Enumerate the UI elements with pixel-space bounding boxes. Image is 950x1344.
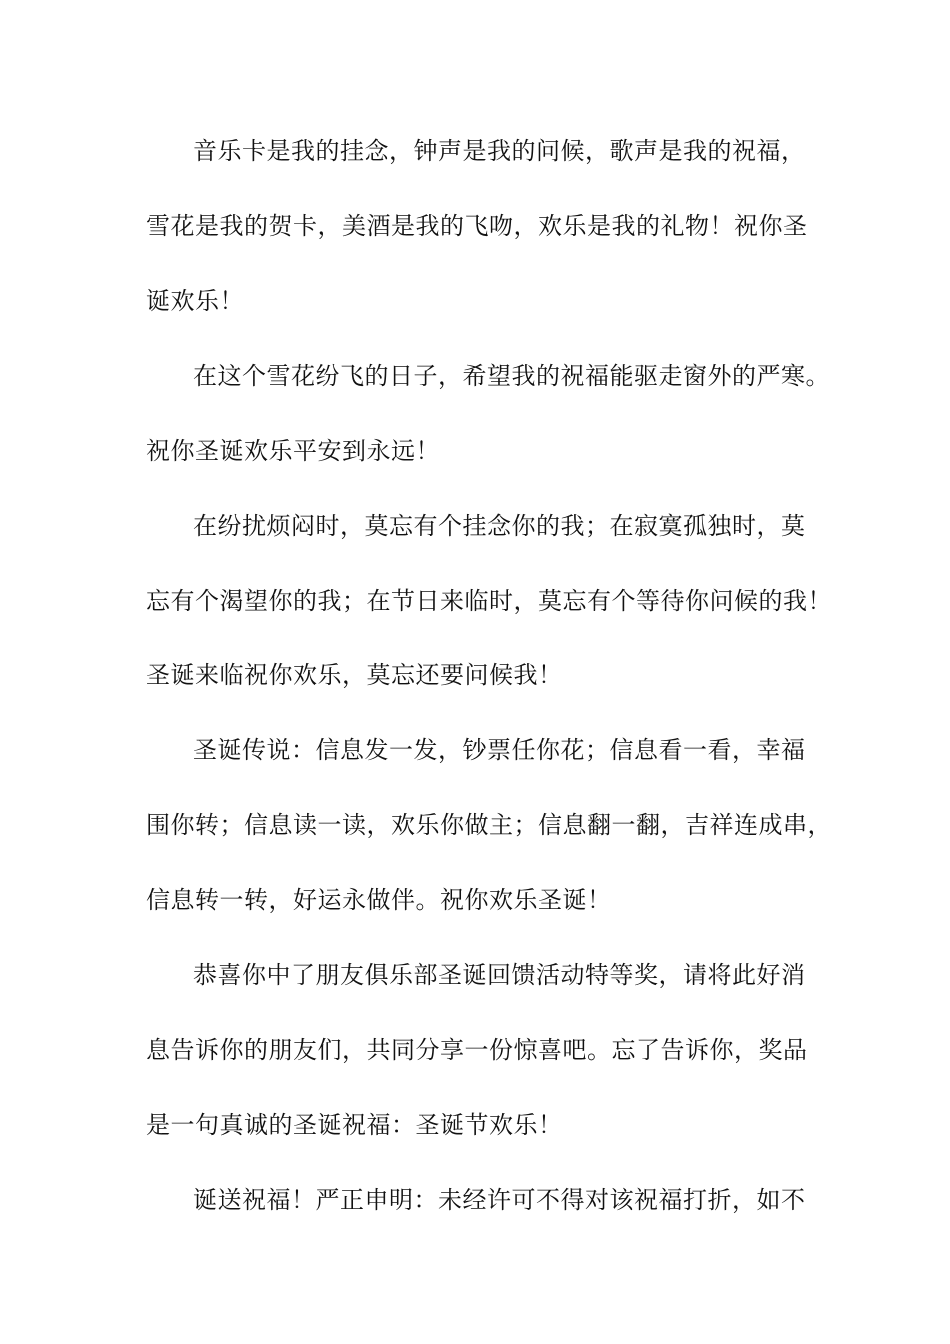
paragraph-5-line-2 <box>0 1030 950 1070</box>
text-line: 恭喜你中了朋友俱乐部圣诞回馈活动特等奖，请将此好消 <box>193 961 806 989</box>
paragraph-3-line-3 <box>0 655 950 695</box>
paragraph-5-line-1 <box>0 955 950 995</box>
paragraph-5-line-3 <box>0 1105 950 1145</box>
text-line: 圣诞传说：信息发一发，钞票任你花；信息看一看，幸福 <box>193 736 806 764</box>
text-line: 围你转；信息读一读，欢乐你做主；信息翻一翻，吉祥连成串， <box>146 811 832 839</box>
paragraph-4-line-3 <box>0 880 950 920</box>
text-line: 信息转一转，好运永做伴。祝你欢乐圣诞！ <box>146 886 612 914</box>
paragraph-1-line-3 <box>0 281 950 321</box>
text-line: 音乐卡是我的挂念，钟声是我的问候，歌声是我的祝福， <box>193 137 806 165</box>
paragraph-4-line-1 <box>0 730 950 770</box>
text-line: 是一句真诚的圣诞祝福：圣诞节欢乐！ <box>146 1111 563 1139</box>
paragraph-2-line-2 <box>0 431 950 471</box>
paragraph-3-line-1 <box>0 506 950 546</box>
text-line: 祝你圣诞欢乐平安到永远！ <box>146 437 440 465</box>
text-line: 忘有个渴望你的我；在节日来临时，莫忘有个等待你问候的我！ <box>146 587 832 615</box>
paragraph-6-line-1 <box>0 1180 950 1220</box>
text-line: 圣诞来临祝你欢乐，莫忘还要问候我！ <box>146 661 563 689</box>
text-line: 在纷扰烦闷时，莫忘有个挂念你的我；在寂寞孤独时，莫 <box>193 512 806 540</box>
paragraph-1-line-1 <box>0 131 950 171</box>
text-line: 在这个雪花纷飞的日子，希望我的祝福能驱走窗外的严寒。 <box>193 362 830 390</box>
paragraph-1-line-2 <box>0 206 950 246</box>
text-line: 息告诉你的朋友们，共同分享一份惊喜吧。忘了告诉你，奖品 <box>146 1036 808 1064</box>
paragraph-2-line-1 <box>0 356 950 396</box>
text-line: 雪花是我的贺卡，美酒是我的飞吻，欢乐是我的礼物！祝你圣 <box>146 212 808 240</box>
text-line: 诞欢乐！ <box>146 287 244 315</box>
paragraph-4-line-2 <box>0 805 950 845</box>
paragraph-3-line-2 <box>0 581 950 621</box>
text-line: 诞送祝福！严正申明：未经许可不得对该祝福打折，如不 <box>193 1186 806 1214</box>
